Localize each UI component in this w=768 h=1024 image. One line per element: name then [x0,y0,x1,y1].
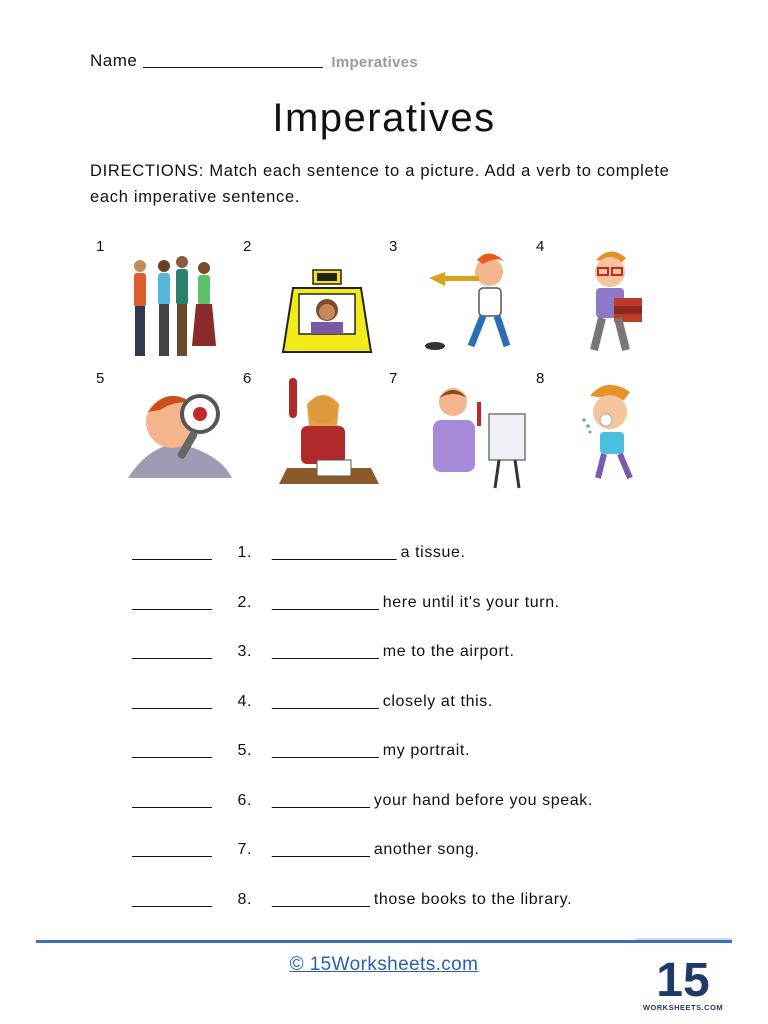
painter-easel-icon [413,374,533,494]
sentence-text: a tissue. [400,544,466,561]
magnifying-glass-icon [120,374,240,494]
picture-number: 6 [243,370,252,387]
picture-2 [243,236,389,364]
trumpet-player-icon [413,242,533,362]
15worksheets-logo-icon [640,946,726,1016]
sentence-text: closely at this. [382,693,493,710]
sentence-row [132,829,652,859]
logo-text: WORKSHEETS.COM [642,1003,724,1012]
sentence-row [132,780,652,810]
footer-link[interactable]: © 15Worksheets.com [289,954,479,975]
sentence-number: 5. [237,742,252,759]
sentence-row [132,631,652,661]
verb-blank[interactable]: ___________ [272,841,370,858]
boy-carrying-books-icon [560,242,680,362]
picture-6 [243,368,389,496]
sentence-row [132,730,652,760]
answer-blank[interactable] [132,906,212,907]
picture-number: 7 [389,370,398,387]
picture-1 [96,236,242,364]
name-input-line[interactable] [143,66,323,68]
taxi-driver-icon [267,242,387,362]
sentence-number: 2. [237,594,252,611]
answer-blank[interactable] [132,559,212,560]
sentence-text: those books to the library. [373,891,573,908]
picture-7 [389,368,535,496]
sentence-number: 1. [237,544,252,561]
answer-blank[interactable] [132,856,212,857]
picture-number: 5 [96,370,105,387]
picture-number: 1 [96,238,105,255]
verb-blank[interactable]: ______________ [272,544,397,561]
sentence-row [132,681,652,711]
verb-blank[interactable]: ____________ [272,594,379,611]
picture-number: 4 [536,238,545,255]
sentence-number: 6. [237,792,252,809]
sentence-number: 4. [237,693,252,710]
answer-blank[interactable] [132,658,212,659]
answer-blank[interactable] [132,807,212,808]
raised-hand-icon [267,374,387,494]
sentence-row [132,879,652,909]
sentence-text: another song. [373,841,480,858]
sentence-number: 7. [237,841,252,858]
verb-blank[interactable]: ____________ [272,693,379,710]
picture-4 [536,236,682,364]
picture-3 [389,236,535,364]
sentence-number: 3. [237,643,252,660]
sentence-text: here until it's your turn. [382,594,560,611]
verb-blank[interactable]: ____________ [272,643,379,660]
header [90,47,418,71]
answer-blank[interactable] [132,757,212,758]
picture-number: 8 [536,370,545,387]
sentence-row [132,532,652,562]
answer-blank[interactable] [132,708,212,709]
footer-divider-accent [636,938,732,940]
verb-blank[interactable]: ___________ [272,792,370,809]
people-in-line-icon [120,242,240,362]
verb-blank[interactable]: ___________ [272,891,370,908]
footer-divider [36,940,732,943]
picture-8 [536,368,682,496]
sentence-row [132,582,652,612]
sneezing-boy-icon [560,374,680,494]
picture-5 [96,368,242,496]
picture-number: 2 [243,238,252,255]
logo-number: 15 [656,954,710,1007]
page-title: Imperatives [272,96,496,140]
picture-number: 3 [389,238,398,255]
sentence-text: my portrait. [382,742,470,759]
answer-blank[interactable] [132,609,212,610]
header-topic: Imperatives [331,54,419,71]
sentence-text: your hand before you speak. [373,792,593,809]
verb-blank[interactable]: ____________ [272,742,379,759]
sentence-number: 8. [237,891,252,908]
directions: DIRECTIONS: Match each sentence to a picture. Add a verb to complete each imperative sentence. [90,162,670,206]
name-label: Name [90,51,138,70]
sentence-text: me to the airport. [382,643,515,660]
